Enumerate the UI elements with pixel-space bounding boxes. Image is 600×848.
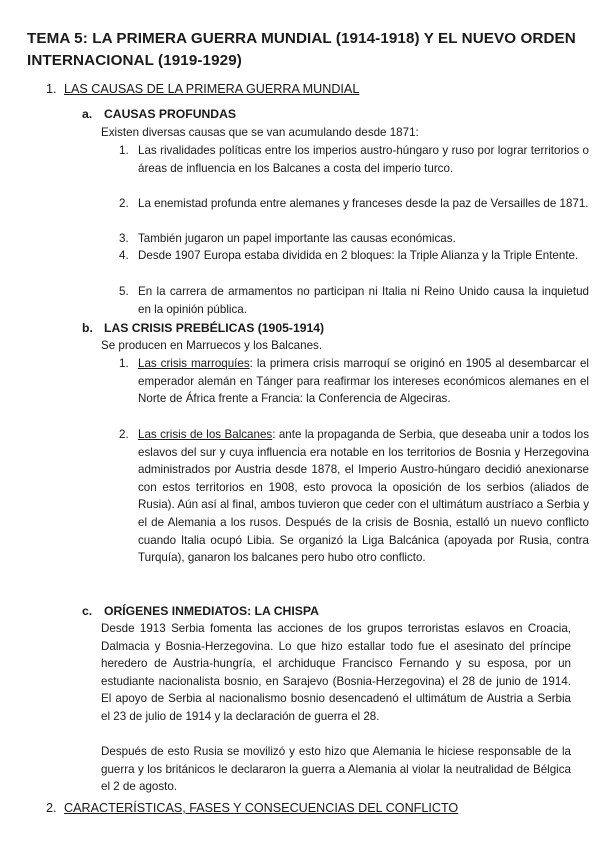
subsection-a-title: CAUSAS PROFUNDAS [104,107,237,121]
subsection-b-intro: Se producen en Marruecos y los Balcanes. [101,339,323,352]
subsection-b-number: b. [82,321,93,335]
body-paragraph: Desde 1913 Serbia fomenta las acciones de los grupos terroristas eslavos en Croacia, Dalmacia y Bosnia-Herzegovina. Lo que hizo estallar todo fue el asesinato del príncipe heredero de Austria-hungría, el archiduque Francisco Fernando y su esposa, por un estudiante nacionalista bosnio, en Sarajevo (Bosnia-Herzegovina) el 28 de junio de 1914. El apoyo de Serbia al nacionalismo bosnio desencadenó el ultimátum de Austria a Serbia el 23 de julio de 1914 y la declaración de guerra el 28. [101,622,571,723]
page-title: TEMA 5: LA PRIMERA GUERRA MUNDIAL (1914-1918) Y EL NUEVO ORDEN INTERNACIONAL (1919-1929) [27,30,576,69]
list-item-term: Las crisis de los Balcanes [138,428,273,441]
subsection-c-heading [82,603,319,619]
list-item-text: También jugaron un papel importante las causas económicas. [138,232,456,245]
subsection-c-title: ORÍGENES INMEDIATOS: LA CHISPA [104,604,319,618]
list-item-text: Desde 1907 Europa estaba dividida en 2 bloques: la Triple Alianza y la Triple Entente. [138,249,579,262]
list-item-number: 4. [119,249,129,262]
list-item-number: 3. [119,232,129,245]
section-1-label: LAS CAUSAS DE LA PRIMERA GUERRA MUNDIAL [64,82,360,96]
list-item-body: : ante la propaganda de Serbia, que deseaba unir a todos los eslavos del sur y cuya influencia era notable en los territorios de Bosnia y Herzegovina administrados por Austria desde 1878, el Imperio Austro-húngaro decidió anexionarse con estos territorios en 1908, esto provoca la oposición de los serbios (aliados de Rusia). Aún así al final, ambos tuvieron que ceder con el ultimátum austríaco a Serbia y el de Alemania a los rusos. Después de la crisis de Bosnia, estalló un nuevo conflicto cuando Italia ocupó Libia. Se organizó la Liga Balcánica (apoyada por Rusia, contra Turquía), ganaron los balcanes pero hubo otro conflicto. [138,428,589,565]
subsection-a-intro: Existen diversas causas que se van acumulando desde 1871: [101,126,419,139]
list-item-text [138,426,589,567]
subsection-a-heading [82,106,236,122]
list-item-body: : la primera crisis marroquí se originó en 1905 al desembarcar el emperador alemán en Tánger para reafirmar los intereses económicos alemanes en el Norte de África frente a Francia: la Conferencia de Algeciras. [138,357,589,406]
list-item-text: La enemistad profunda entre alemanes y franceses desde la paz de Versailles de 1871. [138,197,589,210]
body-paragraph: Después de esto Rusia se movilizó y esto hizo que Alemania le hiciese responsable de la guerra y los británicos le declararon la guerra a Alemania al violar la neutralidad de Bélgica el 2 de agosto. [101,745,571,794]
list-item-text: Las rivalidades políticas entre los imperios austro-húngaro y ruso por lograr territorios o áreas de influencia en los Balcanes a costa del imperio turco. [138,144,589,175]
section-2-number: 2. [46,801,57,815]
subsection-a-number: a. [82,107,93,121]
section-2-heading [46,800,458,816]
list-item-text: En la carrera de armamentos no participan ni Italia ni Reino Unido causa la inquietud en la opinión pública. [138,285,589,316]
list-item-text [138,355,589,408]
list-item-number: 5. [119,285,129,298]
section-1-number: 1. [46,82,57,96]
section-2-label: CARACTERÍSTICAS, FASES Y CONSECUENCIAS DEL CONFLICTO [64,801,459,815]
list-item-term: Las crisis marroquíes [138,357,250,370]
subsection-b-title: LAS CRISIS PREBÉLICAS (1905-1914) [104,321,325,335]
subsection-b-heading [82,320,324,336]
list-item-number: 1. [119,357,129,370]
list-item-number: 2. [119,428,129,441]
subsection-c-number: c. [82,604,93,618]
section-1-heading [46,81,359,97]
list-item-number: 1. [119,144,129,157]
list-item-number: 2. [119,197,129,210]
